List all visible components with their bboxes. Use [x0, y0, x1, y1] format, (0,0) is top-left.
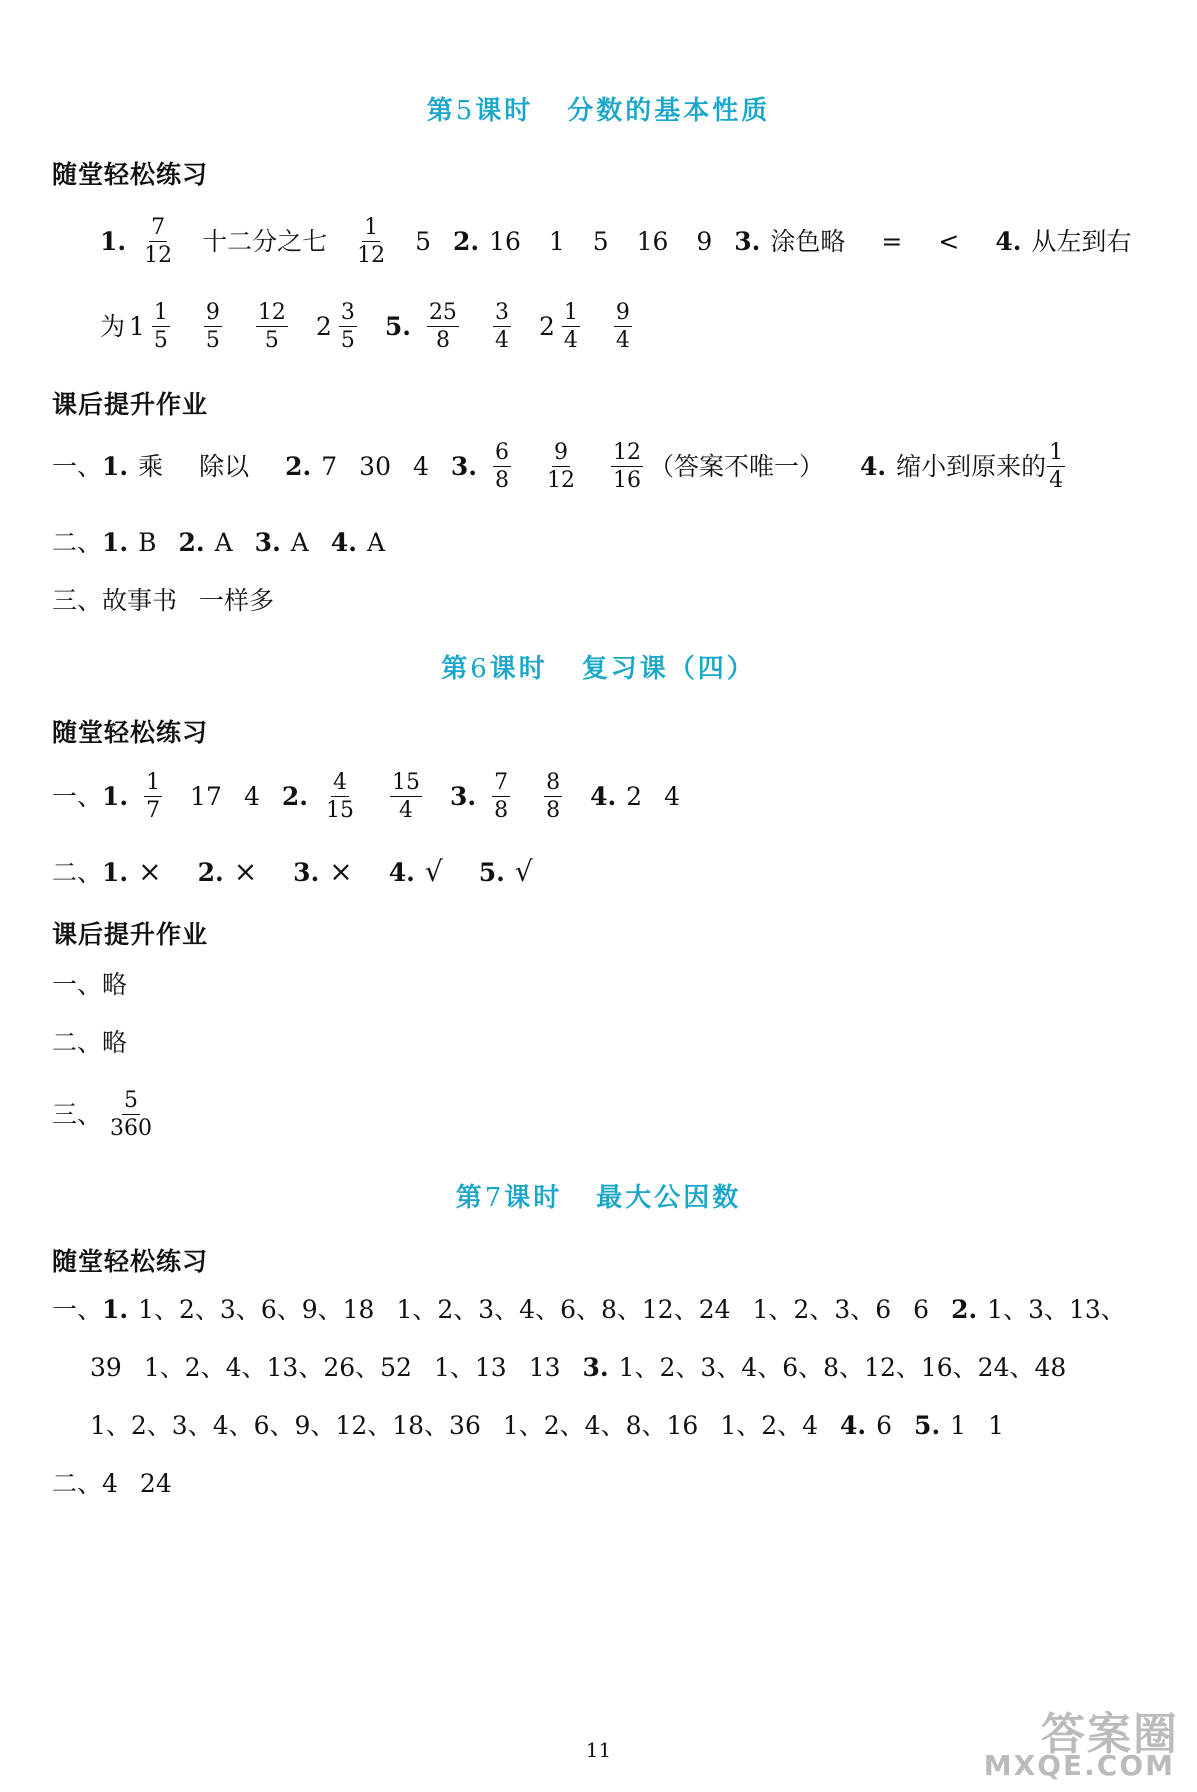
denominator: 8 [546, 798, 561, 824]
answer-values: 1、3、13、 [987, 1295, 1126, 1324]
section-number: 一、 [52, 1295, 103, 1324]
fraction [152, 300, 170, 354]
question-number: 3. [582, 1353, 609, 1382]
question-number: 2. [178, 528, 205, 557]
denominator: 12 [357, 243, 386, 269]
answer-value: 4 [102, 1469, 118, 1498]
question-number: 2. [281, 782, 308, 812]
section-number: 二、 [52, 1028, 103, 1057]
answer-text: 除以 [199, 452, 250, 482]
fraction [611, 440, 643, 494]
answer-value: 4 [664, 782, 680, 812]
numerator: 1 [562, 300, 580, 327]
answer-value: 39 [90, 1353, 122, 1382]
title-prefix: 第 [455, 1183, 485, 1213]
section-number: 三、 [52, 586, 103, 615]
answer-values: 1、2、4、8、16 [502, 1411, 699, 1440]
denominator: 8 [495, 468, 509, 494]
numerator: 9 [204, 300, 222, 327]
question-number: 5. [384, 312, 411, 342]
in-class-heading: 随堂轻松练习 [52, 718, 209, 747]
section-number: 二、 [52, 528, 103, 557]
in-class-heading: 随堂轻松练习 [52, 1247, 209, 1276]
lesson-topic: 分数的基本性质 [567, 96, 771, 126]
question-number: 1. [102, 782, 129, 812]
numerator: 1 [144, 770, 162, 797]
answer-choice: A [290, 528, 309, 557]
answer-values: 16 1 5 16 9 [489, 227, 713, 257]
answer-text: 缩小到原来的 [896, 452, 1047, 482]
lesson-topic: 复习课（四） [581, 654, 756, 684]
title-unit: 课时 [504, 1183, 563, 1213]
answer-text: 从左到右 [1031, 227, 1132, 257]
answer-text: 故事书 [102, 586, 178, 615]
question-number: 2. [951, 1295, 978, 1324]
numerator: 8 [544, 770, 562, 797]
answer-value: 17 [190, 782, 222, 812]
answer-line [90, 1413, 1004, 1438]
question-number: 1. [100, 227, 127, 257]
denominator: 5 [153, 328, 168, 354]
answer-line [52, 440, 1071, 494]
answer-text: 涂色略 [770, 227, 846, 257]
watermark-logo [969, 1698, 1179, 1782]
answer-text: 略 [102, 1028, 128, 1057]
watermark-url: MXQE.COM [983, 1749, 1175, 1782]
fraction [339, 300, 357, 354]
answer-choice: A [366, 528, 386, 557]
answer-value: 24 [139, 1469, 172, 1498]
answer-line [52, 1297, 1126, 1322]
fraction [492, 770, 510, 824]
section-number: 一、 [52, 452, 103, 482]
answer-value: 4 [412, 452, 429, 482]
question-number: 3. [734, 227, 761, 257]
cross-icon: × [329, 855, 353, 888]
page-number: 11 [585, 1738, 612, 1762]
answer-text: 十二分之七 [202, 227, 328, 257]
answer-value: 1 [950, 1411, 967, 1440]
answer-values: 1、2、4 [720, 1411, 819, 1440]
question-number: 5. [914, 1411, 941, 1440]
numerator: 9 [614, 300, 632, 327]
answer-values: 1、2、3、4、6、9、12、18、36 [90, 1411, 481, 1440]
denominator: 4 [1049, 468, 1064, 494]
numerator: 25 [427, 300, 459, 327]
lesson-number: 6 [470, 654, 490, 684]
fraction [108, 1088, 154, 1142]
title-unit: 课时 [489, 654, 548, 684]
answer-line [52, 588, 274, 613]
numerator: 7 [149, 215, 167, 242]
question-number: 5. [478, 857, 505, 887]
title-prefix: 第 [441, 654, 471, 684]
denominator: 360 [110, 1116, 153, 1142]
question-number: 1. [102, 452, 129, 482]
question-number: 3. [449, 782, 477, 812]
numerator: 1 [152, 300, 170, 327]
denominator: 4 [615, 328, 630, 354]
numerator: 9 [552, 440, 570, 467]
in-class-heading: 随堂轻松练习 [52, 160, 209, 189]
answer-text: 为 [100, 312, 126, 342]
whole-part: 1 [129, 312, 145, 342]
answer-line [52, 770, 680, 824]
denominator: 8 [494, 798, 509, 824]
note-text: （答案不唯一） [649, 452, 825, 482]
fraction [562, 300, 580, 354]
denominator: 5 [340, 328, 355, 354]
fraction [324, 770, 356, 824]
answer-value: 6 [876, 1411, 893, 1440]
answer-line [52, 855, 533, 888]
fraction [142, 215, 174, 269]
title-prefix: 第 [426, 96, 456, 126]
answer-line [100, 300, 638, 354]
question-number: 1. [102, 1295, 129, 1324]
equals-sign: = [881, 227, 903, 257]
cross-icon: × [233, 855, 258, 888]
question-number: 4. [330, 528, 357, 557]
question-number: 4. [860, 452, 887, 482]
answer-value: 30 [359, 452, 391, 482]
answer-line [100, 215, 1131, 269]
fraction [545, 440, 577, 494]
answer-line [52, 530, 385, 555]
answer-values: 1、2、3、4、6、8、12、24 [396, 1295, 731, 1324]
section-number: 二、 [52, 857, 103, 887]
answer-value: 13 [528, 1353, 561, 1382]
lesson7-title [0, 1177, 1197, 1214]
homework-heading: 课后提升作业 [52, 390, 209, 419]
less-than-sign: < [938, 227, 960, 257]
question-number: 4. [590, 782, 617, 812]
question-number: 4. [995, 227, 1022, 257]
answer-value: 4 [243, 782, 260, 812]
question-number: 2. [453, 227, 480, 257]
lesson-topic: 最大公因数 [596, 1183, 742, 1213]
answer-values: 1、2、4、13、26、52 [143, 1353, 412, 1382]
answer-line [90, 1355, 1066, 1380]
question-number: 1. [102, 528, 129, 557]
answer-choice: A [214, 528, 233, 557]
denominator: 16 [613, 468, 641, 494]
fraction [427, 300, 459, 354]
fraction [493, 440, 511, 494]
numerator: 7 [492, 770, 510, 797]
denominator: 12 [547, 468, 575, 494]
numerator: 5 [122, 1088, 140, 1115]
fraction [390, 770, 422, 824]
fraction [544, 770, 562, 824]
denominator: 5 [264, 328, 279, 354]
section-number: 三、 [52, 1100, 103, 1130]
denominator: 15 [325, 798, 354, 824]
question-number: 4. [388, 857, 415, 887]
check-icon: √ [424, 855, 443, 888]
denominator: 5 [205, 328, 220, 354]
lesson5-title [0, 90, 1197, 127]
fraction [355, 215, 387, 269]
answer-line [52, 1471, 172, 1496]
numerator: 15 [390, 770, 422, 797]
question-number: 2. [197, 857, 224, 887]
homework-heading: 课后提升作业 [52, 920, 209, 949]
answer-text: 略 [102, 970, 128, 999]
answer-choice: B [138, 528, 157, 557]
numerator: 4 [331, 770, 349, 797]
answer-text: 一样多 [199, 586, 275, 615]
denominator: 4 [494, 328, 509, 354]
answer-value: 6 [913, 1295, 930, 1324]
answer-value: 7 [321, 452, 338, 482]
denominator: 7 [146, 798, 161, 824]
answer-line [52, 1030, 127, 1055]
denominator: 8 [435, 328, 450, 354]
question-number: 3. [293, 857, 320, 887]
whole-part: 2 [315, 312, 332, 342]
numerator: 12 [611, 440, 643, 467]
cross-icon: × [138, 855, 162, 888]
fraction [144, 770, 162, 824]
numerator: 1 [362, 215, 380, 242]
answer-values: 1、13 [433, 1353, 507, 1382]
lesson-number: 7 [484, 1183, 505, 1213]
answer-line [52, 972, 127, 997]
section-number: 一、 [52, 782, 103, 812]
whole-part: 2 [538, 312, 555, 342]
fraction [256, 300, 288, 354]
fraction [1047, 440, 1065, 494]
question-number: 3. [450, 452, 477, 482]
question-number: 2. [285, 452, 312, 482]
title-unit: 课时 [475, 96, 534, 126]
section-number: 二、 [52, 1469, 103, 1498]
question-number: 3. [254, 528, 281, 557]
question-number: 4. [840, 1411, 867, 1440]
watermark-text: 答案圈 [1041, 1709, 1179, 1760]
fraction [204, 300, 222, 354]
mixed-number [539, 300, 586, 354]
lesson6-title [0, 648, 1197, 685]
mixed-number [316, 300, 363, 354]
fraction [493, 300, 511, 354]
denominator: 12 [144, 243, 173, 269]
answer-line [52, 1088, 160, 1142]
numerator: 6 [493, 440, 511, 467]
answer-values: 1、2、3、4、6、8、12、16、24、48 [618, 1353, 1067, 1382]
numerator: 1 [1047, 440, 1065, 467]
answer-values: 1、2、3、6 [752, 1295, 892, 1324]
section-number: 一、 [52, 970, 103, 999]
mixed-number [129, 300, 176, 354]
answer-value: 5 [415, 227, 432, 257]
denominator: 4 [563, 328, 578, 354]
numerator: 3 [339, 300, 357, 327]
denominator: 4 [398, 798, 413, 824]
check-icon: √ [514, 855, 533, 888]
answer-value: 1 [988, 1411, 1004, 1440]
numerator: 3 [493, 300, 511, 327]
lesson-number: 5 [455, 96, 476, 126]
fraction [614, 300, 632, 354]
answer-text: 乘 [138, 452, 164, 482]
answer-values: 1、2、3、6、9、18 [138, 1295, 375, 1324]
numerator: 12 [256, 300, 288, 327]
question-number: 1. [102, 857, 129, 887]
answer-value: 2 [626, 782, 643, 812]
